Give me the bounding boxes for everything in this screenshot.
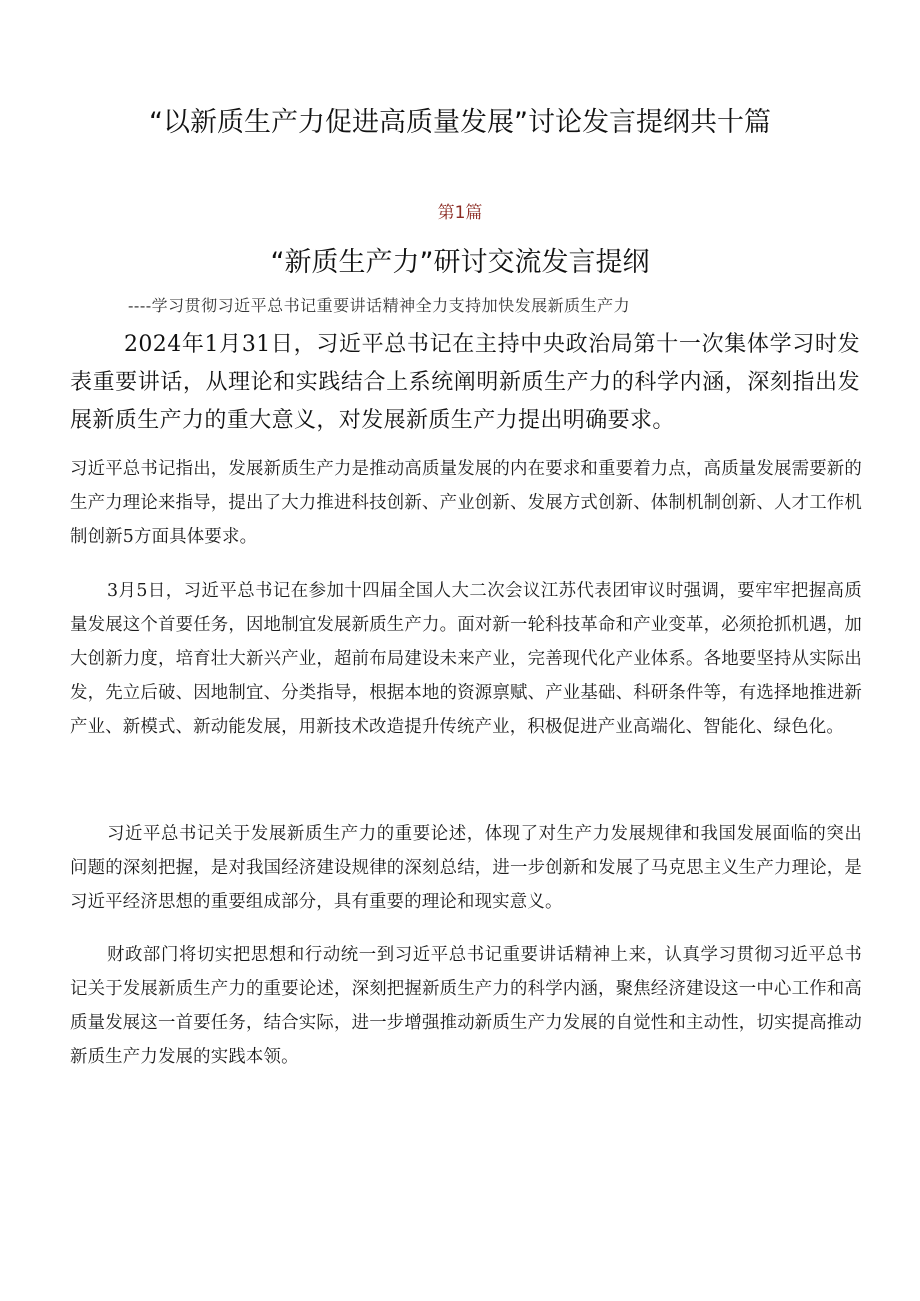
section-title: “新质生产力”研讨交流发言提纲 bbox=[270, 247, 650, 278]
paragraph: 财政部门将切实把思想和行动统一到习近平总书记重要讲话精神上来，认真学习贯彻习近平总书记关于发展新质生产力的重要论述，深刻把握新质生产力的科学内涵，聚焦经济建设这一中心工作和高质量发展这一首要任务，结合实际，进一步增强推动新质生产力发展的自觉性和主动性，切实提高推动新质生产力发展的实践本领。 bbox=[70, 945, 862, 1067]
paragraph: 习近平总书记指出，发展新质生产力是推动高质量发展的内在要求和重要着力点，高质量发展需要新的生产力理论来指导，提出了大力推进科技创新、产业创新、发展方式创新、体制机制创新、人才工作机制创新5方面具体要求。 bbox=[70, 459, 862, 547]
document-title: “以新质生产力促进高质量发展”讨论发言提纲共十篇 bbox=[149, 107, 771, 138]
paragraph-lead: 2024年1月31日，习近平总书记在主持中央政治局第十一次集体学习时发表重要讲话，从理论和实践结合上系统阐明新质生产力的科学内涵，深刻指出发展新质生产力的重大意义，对发展新质生产力提出明确要求。 bbox=[70, 332, 860, 433]
paragraph: 3月5日，习近平总书记在参加十四届全国人大二次会议江苏代表团审议时强调，要牢牢把握高质量发展这个首要任务，因地制宜发展新质生产力。面对新一轮科技革命和产业变革，必须抢抓机遇，加大创新力度，培育壮大新兴产业，超前布局建设未来产业，完善现代化产业体系。各地要坚持从实际出发，先立后破、因地制宜、分类指导，根据本地的资源禀赋、产业基础、科研条件等，有选择地推进新产业、新模式、新动能发展，用新技术改造提升传统产业，积极促进产业高端化、智能化、绿色化。 bbox=[70, 581, 862, 737]
paragraph: 习近平总书记关于发展新质生产力的重要论述，体现了对生产力发展规律和我国发展面临的突出问题的深刻把握，是对我国经济建设规律的深刻总结，进一步创新和发展了马克思主义生产力理论，是习近平经济思想的重要组成部分，具有重要的理论和现实意义。 bbox=[70, 824, 862, 912]
byline: ----学习贯彻习近平总书记重要讲话精神全力支持加快发展新质生产力 bbox=[128, 296, 631, 315]
section-number: 第1篇 bbox=[437, 203, 483, 223]
